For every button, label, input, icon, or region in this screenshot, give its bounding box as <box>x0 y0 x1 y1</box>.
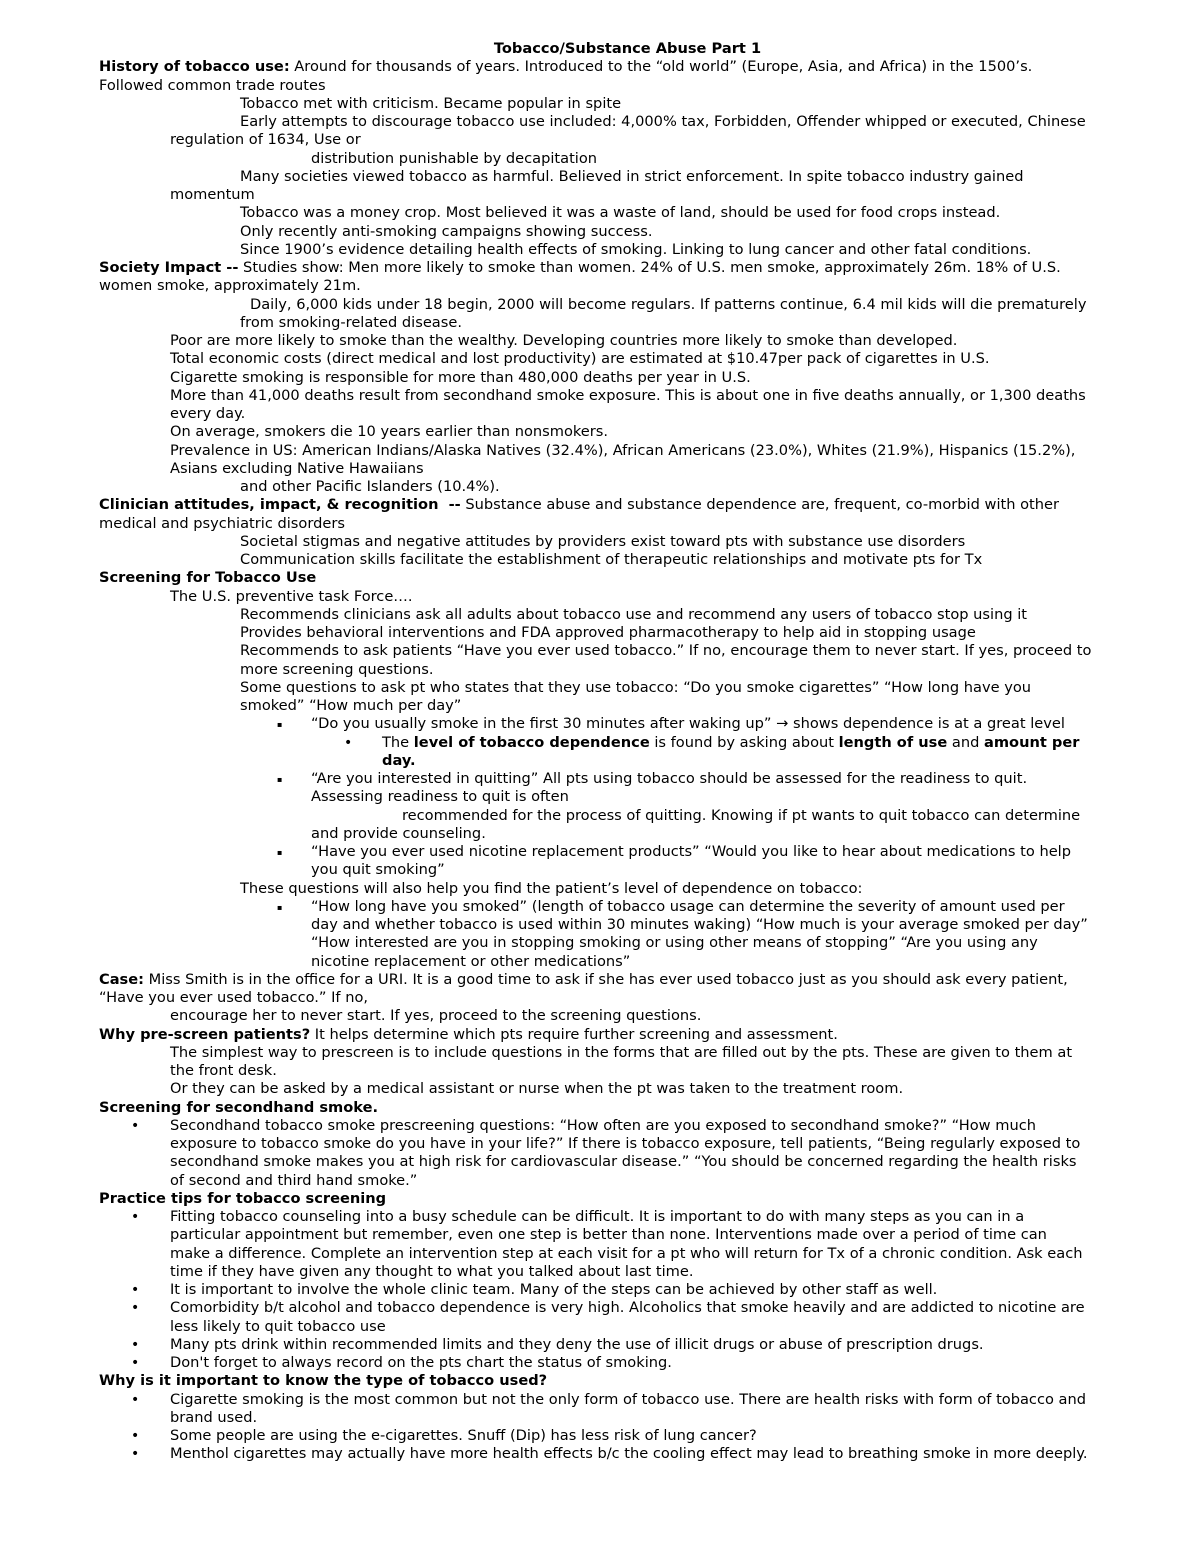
history-line: Since 1900’s evidence detailing health effects of smoking. Linking to lung cancer and other fatal conditions. <box>240 240 1032 258</box>
screening-bullet-item: ▪ “How long have you smoked” (length of tobacco usage can determine the severity of amount used per <box>0 898 1200 916</box>
type-heading: Why is it important to know the type of tobacco used? <box>99 1372 548 1390</box>
society-line: Poor are more likely to smoke than the wealthy. Developing countries more likely to smoke than developed. <box>170 332 958 349</box>
screening-line: Provides behavioral interventions and FDA approved pharmacotherapy to help aid in stopping usage <box>240 624 976 641</box>
screening-line: you quit smoking” <box>311 861 445 879</box>
screening-bullet-item: ▪ “Are you interested in quitting” All pts using tobacco should be assessed for the readiness to quit. <box>0 770 1200 788</box>
dot-bullet-icon: • <box>131 1117 140 1134</box>
prescreen-line: The simplest way to prescreen is to include questions in the forms that are filled out by the pts. These are given to them at <box>170 1043 1073 1061</box>
case-line: encourage her to never start. If yes, proceed to the screening questions. <box>170 1007 702 1025</box>
dot-bullet-icon: • <box>131 1300 140 1317</box>
dot-bullet-icon: • <box>131 1282 140 1298</box>
tips-heading: Practice tips for tobacco screening <box>99 1189 387 1207</box>
screening-bullet-item: ▪ “Do you usually smoke in the first 30 minutes after waking up” → shows dependence is at a great level <box>0 715 1200 733</box>
screening-line: These questions will also help you find the patient’s level of dependence on tobacco: <box>240 879 863 897</box>
dot-bullet-icon: • <box>131 1428 140 1444</box>
document-page <box>0 40 1200 1464</box>
screening-line: Recommends clinicians ask all adults about tobacco use and recommend any users of tobacco stop using it <box>240 605 1028 623</box>
society-line: Prevalence in US: American Indians/Alaska Natives (32.4%), African Americans (23.0%), Whites (21.9%), Hispanics (15.2%), <box>170 441 1076 459</box>
history-line: History of tobacco use: Around for thousands of years. Introduced to the “old world” (Europe, Asia, and Africa) in the 1500’s. <box>99 58 1033 76</box>
history-line: distribution punishable by decapitation <box>311 149 598 167</box>
society-line: Daily, 6,000 kids under 18 begin, 2000 will become regulars. If patterns continue, 6.4 mil kids will die prematurely <box>250 295 1087 313</box>
screening-subbullet-item: • The level of tobacco dependence is found by asking about length of use and amount per <box>344 733 1080 751</box>
history-line: Many societies viewed tobacco as harmful. Believed in strict enforcement. In spite tobacco industry gained <box>240 167 1024 185</box>
clinician-line: medical and psychiatric disorders <box>99 514 345 532</box>
screening-line: smoked” “How much per day” <box>240 697 462 714</box>
type-bullet-item: • Some people are using the e-cigarettes. Snuff (Dip) has less risk of lung cancer? <box>131 1427 757 1444</box>
clinician-line: Societal stigmas and negative attitudes by providers exist toward pts with substance use disorders <box>240 532 966 550</box>
history-line: Only recently anti-smoking campaigns showing success. <box>240 222 653 240</box>
dot-bullet-icon: • <box>131 1209 140 1225</box>
page-title: Tobacco/Substance Abuse Part 1 <box>493 40 762 57</box>
screening-line: Some questions to ask pt who states that they use tobacco: “Do you smoke cigarettes” “How long have you <box>240 678 1032 696</box>
society-line: Asians excluding Native Hawaiians <box>170 459 424 477</box>
case-line: Case: Miss Smith is in the office for a URI. It is a good time to ask if she has ever used tobacco just as you should ask every patient, <box>99 970 1068 988</box>
secondhand-bullet-item: • Secondhand tobacco smoke prescreening questions: “How often are you exposed to secondhand smoke?” “How much <box>131 1116 1036 1134</box>
case-line: “Have you ever used tobacco.” If no, <box>99 989 369 1006</box>
society-line: every day. <box>170 405 246 422</box>
clinician-line: Communication skills facilitate the establishment of therapeutic relationships and motivate pts for Tx <box>240 551 983 568</box>
society-line: and other Pacific Islanders (10.4%). <box>240 478 500 495</box>
secondhand-line: exposure to tobacco smoke do you have in your life?” If there is tobacco exposure, tell patients, “Being regularly exposed to <box>170 1135 1081 1152</box>
case-heading: Case: <box>99 970 144 988</box>
society-heading: Society Impact -- <box>99 259 239 276</box>
clinician-heading: Clinician attitudes, impact, & recognition <box>99 496 439 514</box>
society-line: Cigarette smoking is responsible for more than 480,000 deaths per year in U.S. <box>170 368 751 386</box>
society-line: Society Impact -- Studies show: Men more likely to smoke than women. 24% of U.S. men smoke, approximately 26m. 18% of U.S. <box>99 259 1061 276</box>
screening-line: more screening questions. <box>240 660 434 678</box>
tips-bullet-item: • Don't forget to always record on the pts chart the status of smoking. <box>131 1354 672 1371</box>
dot-bullet-icon: • <box>131 1391 140 1408</box>
screening-line: Recommends to ask patients “Have you ever used tobacco.” If no, encourage them to never start. If yes, proceed to <box>240 642 1092 660</box>
square-bullet-icon: ▪ <box>277 848 283 857</box>
square-bullet-icon: ▪ <box>277 902 283 912</box>
history-heading: History of tobacco use: <box>99 58 290 76</box>
history-line: Tobacco met with criticism. Became popular in spite <box>240 94 622 112</box>
prescreen-line: Or they can be asked by a medical assistant or nurse when the pt was taken to the treatment room. <box>170 1080 904 1098</box>
tips-line: less likely to quit tobacco use <box>170 1317 386 1335</box>
type-bullet-item: • Menthol cigarettes may actually have more health effects b/c the cooling effect may lead to breathing smoke in more deeply. <box>131 1445 1088 1463</box>
history-line: regulation of 1634, Use or <box>170 131 361 149</box>
screening-line: “How interested are you in stopping smoking or using other means of stopping” “Are you using any <box>311 934 1038 952</box>
tips-line: make a difference. Complete an intervention step at each visit for a pt who will return for Tx of a chronic condition. Ask each <box>170 1244 1083 1262</box>
tips-bullet-item: • It is important to involve the whole clinic team. Many of the steps can be achieved by other staff as well. <box>131 1281 938 1298</box>
history-line: Early attempts to discourage tobacco use included: 4,000% tax, Forbidden, Offender whipped or executed, Chinese <box>240 113 1086 130</box>
screening-bullet-item: ▪ “Have you ever used nicotine replacement products” “Would you like to hear about medications to help <box>0 843 1200 861</box>
screening-line: and provide counseling. <box>311 824 486 842</box>
tips-line: time if they have given any thought to what you talked about last time. <box>170 1262 694 1280</box>
history-line: Followed common trade routes <box>99 76 326 94</box>
screening-line: nicotine replacement or other medications” <box>311 952 631 970</box>
type-line: brand used. <box>170 1408 258 1426</box>
screening-heading: Screening for Tobacco Use <box>99 569 317 587</box>
dot-bullet-icon: • <box>131 1446 140 1463</box>
screening-subbullet-continued: day. <box>382 751 416 769</box>
prescreen-line: Why pre-screen patients? It helps determine which pts require further screening and assessment. <box>99 1025 838 1043</box>
history-line: Tobacco was a money crop. Most believed it was a waste of land, should be used for food crops instead. <box>240 204 1001 222</box>
dot-bullet-icon: • <box>131 1336 140 1353</box>
square-bullet-icon: ▪ <box>277 775 283 784</box>
society-line: Total economic costs (direct medical and lost productivity) are estimated at $10.47per pack of cigarettes in U.S. <box>170 350 990 368</box>
society-line: women smoke, approximately 21m. <box>99 277 361 295</box>
prescreen-heading: Why pre-screen patients? <box>99 1025 311 1043</box>
clinician-line: Clinician attitudes, impact, & recognition -- Substance abuse and substance dependence are, frequent, co-morbid with other <box>99 496 1059 514</box>
tips-bullet-item: • Many pts drink within recommended limits and they deny the use of illicit drugs or abuse of prescription drugs. <box>131 1335 984 1353</box>
society-line: On average, smokers die 10 years earlier than nonsmokers. <box>170 423 609 441</box>
screening-line: The U.S. preventive task Force…. <box>170 587 413 605</box>
screening-line: Assessing readiness to quit is often <box>311 788 569 806</box>
tips-bullet-item: • Fitting tobacco counseling into a busy schedule can be difficult. It is important to do with many steps as you can in a <box>131 1208 1025 1225</box>
secondhand-line: secondhand smoke makes you at high risk for cardiovascular disease.” “You should be concerned regarding the health risks <box>170 1153 1077 1171</box>
secondhand-line: of second and third hand smoke.” <box>170 1171 418 1189</box>
screening-line: day and whether tobacco is used within 30 minutes waking) “How much is your average smoked per day” <box>311 916 1088 933</box>
society-line: More than 41,000 deaths result from secondhand smoke exposure. This is about one in five deaths annually, or 1,300 deaths <box>170 386 1086 404</box>
dot-bullet-icon: • <box>344 734 353 751</box>
square-bullet-icon: ▪ <box>277 720 283 730</box>
tips-bullet-item: • Comorbidity b/t alcohol and tobacco dependence is very high. Alcoholics that smoke heavily and are addicted to nicotine are <box>131 1299 1085 1317</box>
type-bullet-item: • Cigarette smoking is the most common but not the only form of tobacco use. There are health risks with form of tobacco and <box>131 1390 1086 1408</box>
tips-line: particular appointment but remember, even one step is better than none. Interventions made over a period of time can <box>170 1226 1047 1244</box>
prescreen-line: the front desk. <box>170 1062 277 1079</box>
society-line: from smoking-related disease. <box>240 313 462 331</box>
screening-line: recommended for the process of quitting. Knowing if pt wants to quit tobacco can determine <box>402 806 1081 824</box>
history-line: momentum <box>170 186 255 203</box>
secondhand-heading: Screening for secondhand smoke. <box>99 1098 379 1116</box>
dot-bullet-icon: • <box>131 1355 140 1371</box>
